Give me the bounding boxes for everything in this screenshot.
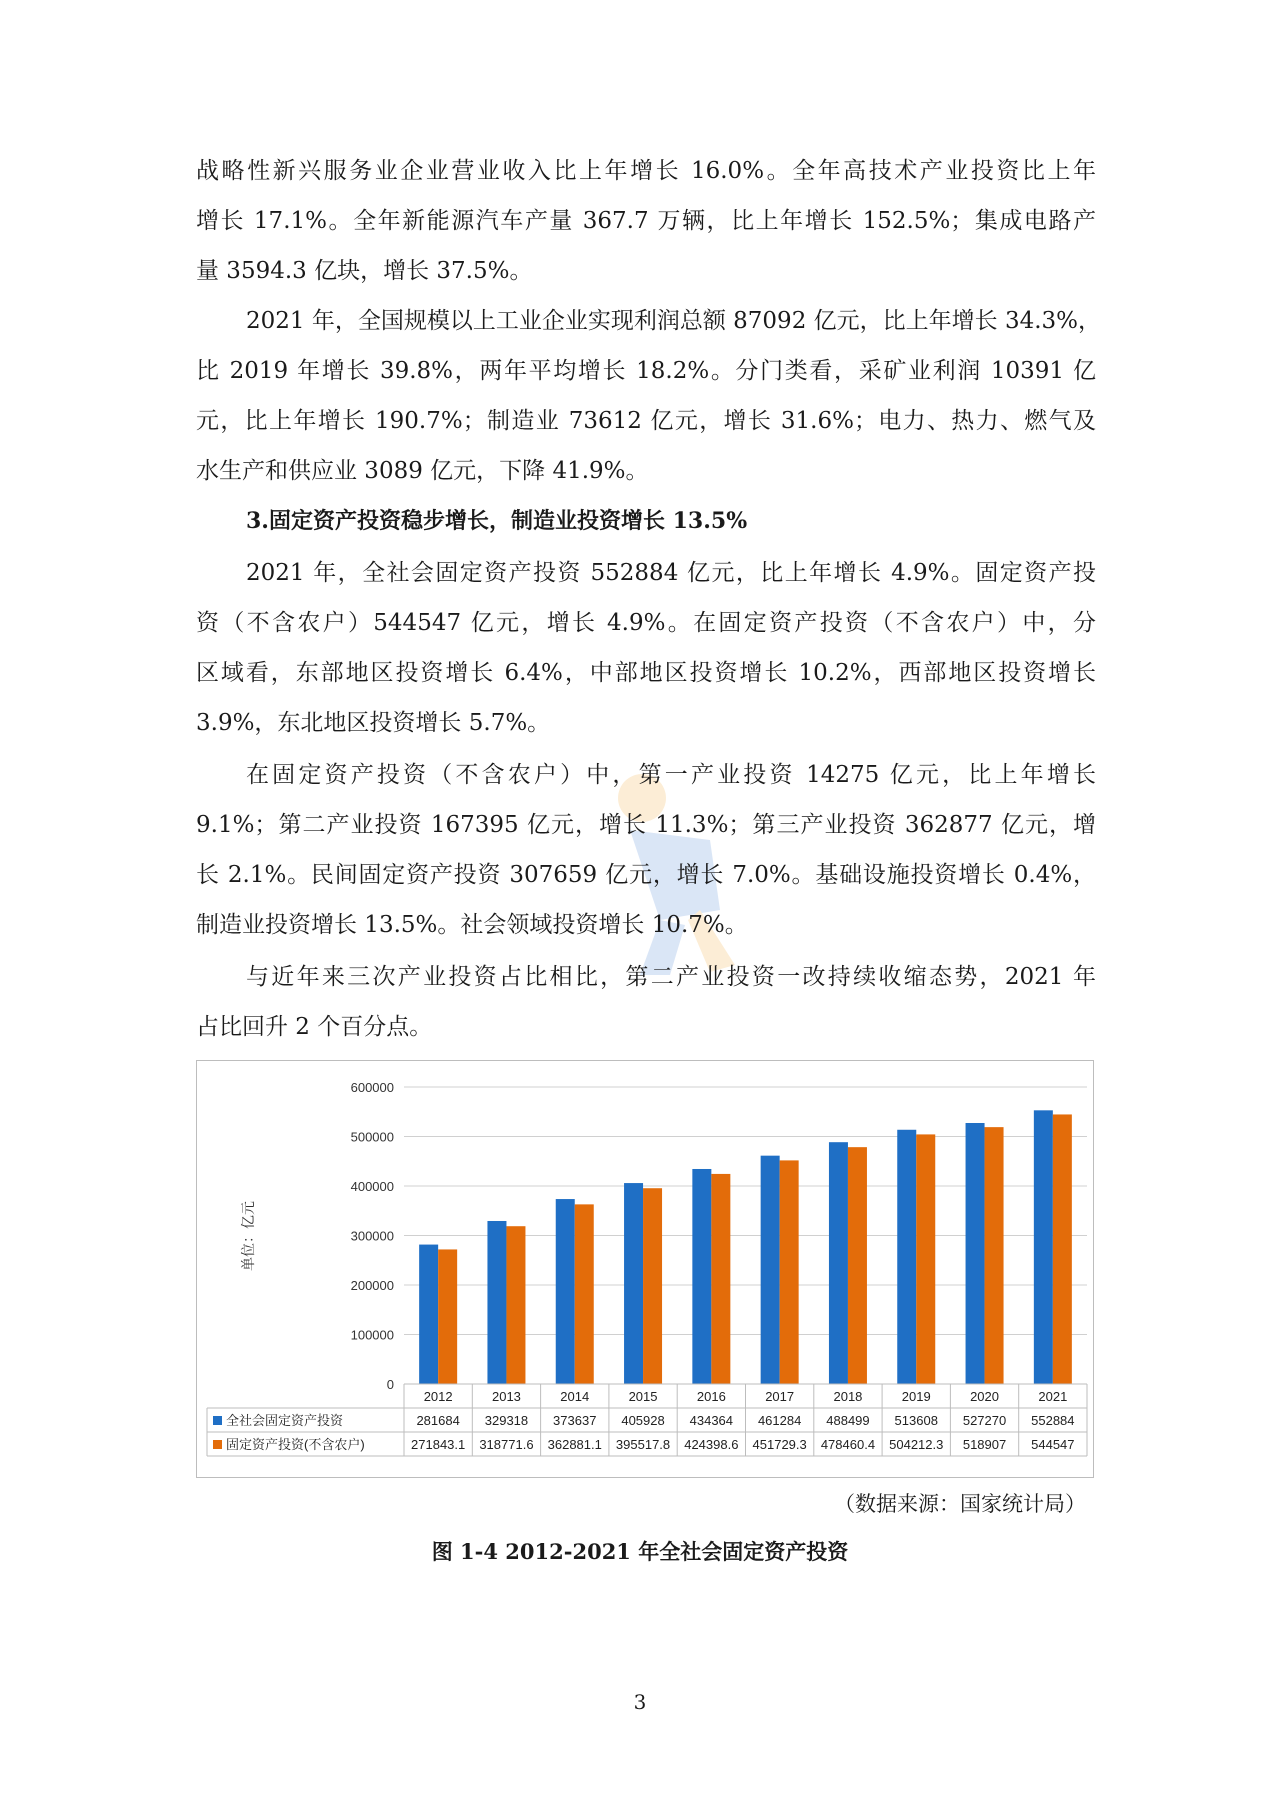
data-source-note: （数据来源：国家统计局） — [834, 1492, 1086, 1516]
bar-excl-rural — [985, 1127, 1004, 1384]
bar-total — [487, 1221, 506, 1384]
investment-chart — [196, 1060, 1094, 1478]
y-tick-label: 100000 — [350, 1327, 394, 1343]
x-tick-label: 2012 — [423, 1389, 453, 1404]
bar-excl-rural — [575, 1204, 594, 1384]
y-tick-label: 200000 — [350, 1278, 394, 1293]
section-heading: 3.固定资产投资稳步增长，制造业投资增长 13.5% — [246, 508, 748, 534]
bar-total — [624, 1183, 643, 1384]
paragraph-investment-share — [196, 952, 1096, 1052]
bar-excl-rural — [438, 1249, 457, 1384]
y-tick-label: 0 — [386, 1377, 394, 1392]
paragraph-fixed-asset-investment — [196, 548, 1096, 748]
paragraph-strategic-services — [196, 146, 1096, 296]
x-tick-label: 2015 — [628, 1389, 658, 1404]
y-tick-label: 500000 — [350, 1129, 394, 1145]
bar-total — [966, 1123, 985, 1384]
data-label: 544547 — [1031, 1437, 1075, 1452]
legend-swatch — [213, 1416, 222, 1425]
text-line: 3.9%，东北地区投资增长 5.7%。 — [196, 710, 551, 736]
data-label: 395517.8 — [615, 1437, 671, 1452]
text-line: 比 2019 年增长 39.8%，两年平均增长 18.2%。分门类看，采矿业利润 10391 亿 — [196, 358, 1096, 384]
text-line: 增长 17.1%。全年新能源汽车产量 367.7 万辆，比上年增长 152.5%；集成电路产 — [196, 208, 1096, 234]
bar-excl-rural — [916, 1134, 935, 1384]
bar-total — [761, 1156, 780, 1384]
text-line: 资（不含农户）544547 亿元，增长 4.9%。在固定资产投资（不含农户）中，分 — [196, 610, 1096, 636]
x-tick-label: 2019 — [901, 1389, 931, 1404]
legend-swatch — [213, 1440, 222, 1449]
data-label: 329318 — [484, 1413, 529, 1428]
x-tick-label: 2014 — [560, 1389, 590, 1404]
data-label: 271843.1 — [411, 1437, 466, 1452]
bar-excl-rural — [643, 1188, 662, 1384]
bar-total — [419, 1245, 438, 1384]
data-label: 518907 — [962, 1437, 1007, 1452]
data-label: 461284 — [757, 1413, 802, 1428]
data-label: 405928 — [621, 1413, 665, 1428]
y-axis-label: 单位：亿元 — [240, 1201, 256, 1271]
data-label: 434364 — [689, 1413, 734, 1428]
bar-excl-rural — [848, 1147, 867, 1384]
x-tick-label: 2020 — [970, 1389, 1000, 1404]
text-line: 元，比上年增长 190.7%；制造业 73612 亿元，增长 31.6%；电力、热力、燃气及 — [196, 408, 1096, 434]
paragraph-industry-investment — [196, 750, 1096, 950]
data-label: 504212.3 — [889, 1437, 944, 1452]
text-line: 与近年来三次产业投资占比相比，第二产业投资一改持续收缩态势，2021 年 — [246, 964, 1096, 990]
data-label: 552884 — [1031, 1413, 1075, 1428]
bar-total — [897, 1130, 916, 1384]
x-tick-label: 2018 — [833, 1389, 863, 1404]
data-label: 281684 — [416, 1413, 460, 1428]
text-line: 在固定资产投资（不含农户）中，第一产业投资 14275 亿元，比上年增长 — [246, 762, 1096, 788]
text-line: 制造业投资增长 13.5%。社会领域投资增长 10.7%。 — [196, 912, 748, 938]
legend-label: 固定资产投资(不含农户) — [226, 1437, 365, 1452]
legend-label: 全社会固定资产投资 — [226, 1413, 344, 1428]
bar-excl-rural — [1053, 1114, 1072, 1384]
x-tick-label: 2017 — [765, 1389, 795, 1404]
paragraph-industrial-profits — [196, 296, 1102, 496]
data-label: 527270 — [962, 1413, 1007, 1428]
data-label: 424398.6 — [684, 1437, 739, 1452]
y-tick-label: 400000 — [350, 1179, 394, 1194]
figure-caption: 图 1-4 2012-2021 年全社会固定资产投资 — [431, 1539, 849, 1564]
text-line: 战略性新兴服务业企业营业收入比上年增长 16.0%。全年高技术产业投资比上年 — [196, 158, 1096, 184]
text-line: 2021 年，全社会固定资产投资 552884 亿元，比上年增长 4.9%。固定资产投 — [246, 560, 1096, 586]
data-label: 478460.4 — [820, 1437, 876, 1452]
bar-excl-rural — [506, 1226, 525, 1384]
text-line: 水生产和供应业 3089 亿元，下降 41.9%。 — [196, 458, 649, 484]
bar-total — [829, 1142, 848, 1384]
y-tick-label: 600000 — [350, 1080, 394, 1095]
text-line: 长 2.1%。民间固定资产投资 307659 亿元，增长 7.0%。基础设施投资增长 0.4%， — [196, 862, 1096, 888]
text-line: 9.1%；第二产业投资 167395 亿元，增长 11.3%；第三产业投资 362877 亿元，增 — [196, 812, 1096, 838]
data-label: 373637 — [553, 1413, 597, 1428]
bar-total — [556, 1199, 575, 1384]
text-line: 占比回升 2 个百分点。 — [196, 1014, 433, 1040]
text-line: 量 3594.3 亿块，增长 37.5%。 — [196, 258, 533, 284]
data-label: 488499 — [826, 1413, 870, 1428]
page-number: 3 — [633, 1690, 647, 1714]
text-line: 区域看，东部地区投资增长 6.4%，中部地区投资增长 10.2%，西部地区投资增长 — [196, 660, 1096, 686]
bar-total — [692, 1169, 711, 1384]
x-tick-label: 2013 — [491, 1389, 521, 1404]
y-tick-label: 300000 — [350, 1228, 394, 1244]
text-line: 2021 年，全国规模以上工业企业实现利润总额 87092 亿元，比上年增长 34.3%， — [246, 308, 1102, 334]
bar-total — [1034, 1110, 1053, 1384]
data-label: 451729.3 — [752, 1437, 807, 1452]
bar-excl-rural — [780, 1160, 799, 1384]
data-label: 513608 — [894, 1413, 938, 1428]
x-tick-label: 2016 — [696, 1389, 726, 1404]
x-tick-label: 2021 — [1038, 1389, 1068, 1404]
bar-chart-svg — [197, 1061, 1093, 1477]
bar-excl-rural — [711, 1174, 730, 1384]
data-label: 318771.6 — [479, 1437, 534, 1452]
data-label: 362881.1 — [547, 1437, 602, 1452]
